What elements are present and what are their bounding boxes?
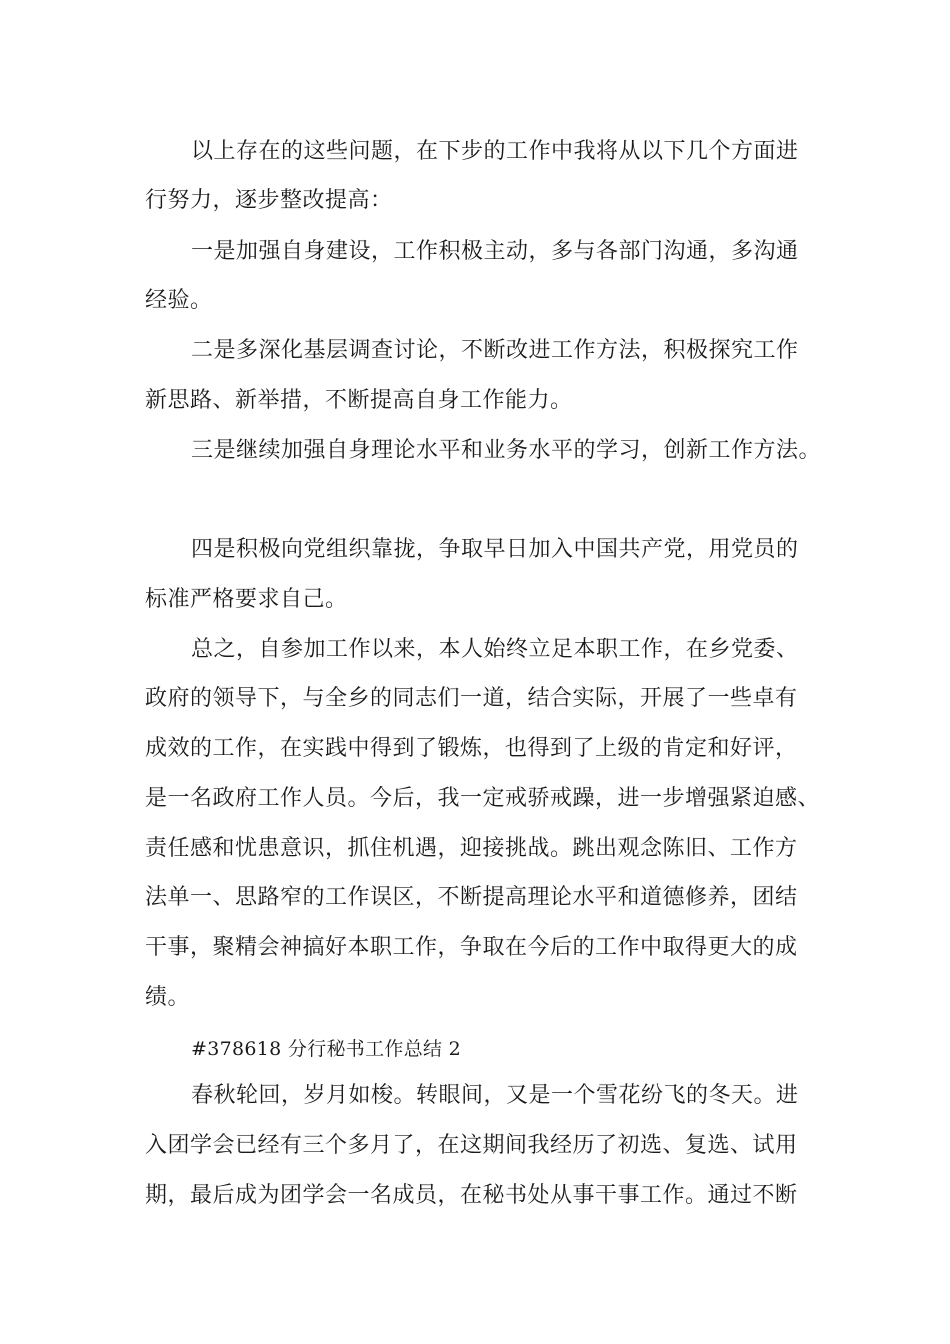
paragraph-6-line-7: 干事，聚精会神搞好本职工作，争取在今后的工作中取得更大的成: [145, 935, 798, 960]
paragraph-6-line-8: 绩。: [145, 985, 191, 1010]
paragraph-4-line-1: 三是继续加强自身理论水平和业务水平的学习，创新工作方法。: [191, 438, 822, 463]
section-heading: #378618 分行秘书工作总结 2: [191, 1038, 462, 1060]
paragraph-6-line-3: 成效的工作，在实践中得到了锻炼，也得到了上级的肯定和好评，: [145, 736, 798, 761]
paragraph-3-line-1: 二是多深化基层调查讨论，不断改进工作方法，积极探究工作: [191, 338, 799, 363]
paragraph-6-line-1: 总之，自参加工作以来，本人始终立足本职工作，在乡党委、: [191, 637, 799, 662]
paragraph-6-line-4: 是一名政府工作人员。今后，我一定戒骄戒躁，进一步增强紧迫感、: [145, 786, 821, 811]
paragraph-8-line-2: 入团学会已经有三个多月了，在这期间我经历了初选、复选、试用: [145, 1133, 798, 1158]
paragraph-6-line-5: 责任感和忧患意识，抓住机遇，迎接挑战。跳出观念陈旧、工作方: [145, 836, 798, 861]
paragraph-1-line-2: 行努力，逐步整改提高：: [145, 188, 393, 213]
paragraph-2-line-2: 经验。: [145, 288, 213, 313]
paragraph-6-line-6: 法单一、思路窄的工作误区，不断提高理论水平和道德修养，团结: [145, 885, 798, 910]
paragraph-6-line-2: 政府的领导下，与全乡的同志们一道，结合实际，开展了一些卓有: [145, 686, 798, 711]
paragraph-8-line-3: 期，最后成为团学会一名成员，在秘书处从事干事工作。通过不断: [145, 1183, 798, 1208]
paragraph-5-line-1: 四是积极向党组织靠拢，争取早日加入中国共产党，用党员的: [191, 537, 799, 562]
paragraph-3-line-2: 新思路、新举措，不断提高自身工作能力。: [145, 388, 573, 413]
paragraph-1-line-1: 以上存在的这些问题，在下步的工作中我将从以下几个方面进: [191, 139, 799, 164]
paragraph-2-line-1: 一是加强自身建设，工作积极主动，多与各部门沟通，多沟通: [191, 239, 799, 264]
paragraph-5-line-2: 标准严格要求自己。: [145, 587, 348, 612]
paragraph-8-line-1: 春秋轮回，岁月如梭。转眼间，又是一个雪花纷飞的冬天。进: [191, 1083, 799, 1108]
